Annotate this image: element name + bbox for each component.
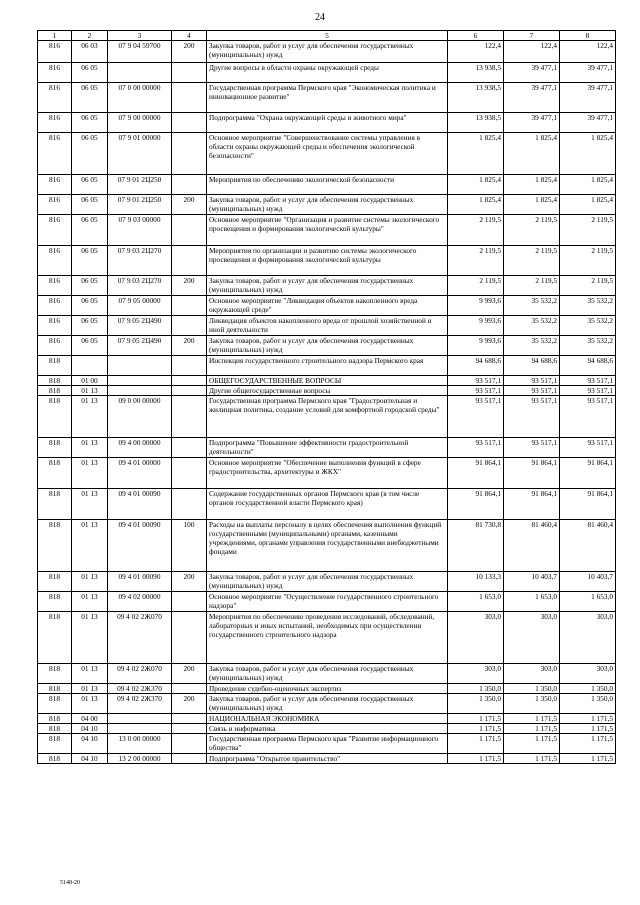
cell-section-code: 01 00 — [72, 376, 108, 386]
cell-admin-code: 816 — [38, 41, 72, 63]
cell-description: Основное мероприятие "Ликвидация объектов накопленного вреда окружающей среде" — [207, 296, 448, 316]
cell-amount-col7: 91 864,1 — [504, 458, 560, 489]
cell-section-code: 01 13 — [72, 396, 108, 438]
table-row — [38, 113, 616, 133]
cell-target-code — [108, 386, 172, 396]
cell-amount-col8: 1 350,0 — [560, 694, 616, 714]
cell-description: ОБЩЕГОСУДАРСТВЕННЫЕ ВОПРОСЫ — [207, 376, 448, 386]
cell-amount-col6: 81 730,8 — [448, 520, 504, 572]
column-header-4: 4 — [172, 31, 207, 41]
cell-amount-col7: 303,0 — [504, 612, 560, 664]
cell-admin-code: 818 — [38, 714, 72, 724]
table-row — [38, 612, 616, 664]
table-row — [38, 458, 616, 489]
cell-admin-code: 818 — [38, 356, 72, 376]
cell-section-code: 06 05 — [72, 215, 108, 246]
cell-description: Другие вопросы в области охраны окружающей среды — [207, 63, 448, 83]
cell-description: Государственная программа Пермского края "Развитие информационного общества" — [207, 734, 448, 754]
cell-description: Содержание государственных органов Пермского края (в том числе органов государственной власти Пермского края) — [207, 489, 448, 520]
cell-expense-type: 200 — [172, 195, 207, 215]
cell-admin-code: 816 — [38, 63, 72, 83]
cell-amount-col7: 35 532,2 — [504, 316, 560, 336]
table-row — [38, 63, 616, 83]
cell-admin-code: 816 — [38, 83, 72, 113]
cell-amount-col7: 122,4 — [504, 41, 560, 63]
cell-amount-col6: 1 171,5 — [448, 724, 504, 734]
cell-target-code: 07 0 00 00000 — [108, 83, 172, 113]
cell-expense-type — [172, 724, 207, 734]
column-header-8: 8 — [560, 31, 616, 41]
cell-expense-type — [172, 612, 207, 664]
cell-amount-col6: 9 993,6 — [448, 316, 504, 336]
cell-amount-col8: 39 477,1 — [560, 63, 616, 83]
cell-amount-col6: 1 825,4 — [448, 175, 504, 195]
cell-expense-type — [172, 316, 207, 336]
cell-target-code: 07 9 03 2Ц270 — [108, 246, 172, 276]
cell-section-code: 06 05 — [72, 63, 108, 83]
cell-amount-col6: 1 350,0 — [448, 684, 504, 694]
cell-section-code: 06 05 — [72, 175, 108, 195]
cell-amount-col6: 1 350,0 — [448, 694, 504, 714]
table-row — [38, 276, 616, 296]
cell-description: Закупка товаров, работ и услуг для обеспечения государственных (муниципальных) нужд — [207, 664, 448, 684]
cell-amount-col7: 93 517,1 — [504, 396, 560, 438]
cell-expense-type — [172, 63, 207, 83]
cell-section-code: 04 10 — [72, 754, 108, 764]
cell-amount-col6: 303,0 — [448, 612, 504, 664]
table-row — [38, 336, 616, 356]
cell-section-code: 06 05 — [72, 195, 108, 215]
cell-amount-col8: 39 477,1 — [560, 113, 616, 133]
table-row — [38, 386, 616, 396]
table-row — [38, 83, 616, 113]
cell-amount-col6: 93 517,1 — [448, 396, 504, 438]
cell-amount-col7: 1 171,5 — [504, 714, 560, 724]
cell-description: Основное мероприятие "Обеспечение выполнения функций в сфере градостроительства, архитектуры и ЖКХ" — [207, 458, 448, 489]
cell-target-code: 07 9 04 59700 — [108, 41, 172, 63]
cell-section-code: 04 00 — [72, 714, 108, 724]
table-row — [38, 714, 616, 724]
table-body — [38, 41, 616, 764]
table-row — [38, 438, 616, 458]
table-row — [38, 664, 616, 684]
cell-target-code: 09 4 01 00090 — [108, 520, 172, 572]
cell-amount-col7: 2 119,5 — [504, 215, 560, 246]
cell-amount-col8: 1 171,5 — [560, 754, 616, 764]
cell-amount-col8: 81 460,4 — [560, 520, 616, 572]
cell-target-code — [108, 356, 172, 376]
cell-section-code: 01 13 — [72, 458, 108, 489]
cell-target-code — [108, 714, 172, 724]
cell-expense-type: 200 — [172, 41, 207, 63]
cell-target-code: 07 9 00 00000 — [108, 113, 172, 133]
cell-expense-type — [172, 356, 207, 376]
cell-expense-type — [172, 438, 207, 458]
cell-description: Основное мероприятие "Организация и развитие системы экологического просвещения и формирования экологической культуры" — [207, 215, 448, 246]
cell-section-code: 06 03 — [72, 41, 108, 63]
cell-target-code: 09 4 01 00090 — [108, 489, 172, 520]
cell-target-code: 09 4 02 2Ж070 — [108, 612, 172, 664]
cell-admin-code: 816 — [38, 195, 72, 215]
cell-target-code: 07 9 01 2Ц250 — [108, 195, 172, 215]
cell-description: Закупка товаров, работ и услуг для обеспечения государственных (муниципальных) нужд — [207, 336, 448, 356]
cell-admin-code: 818 — [38, 396, 72, 438]
cell-admin-code: 818 — [38, 520, 72, 572]
cell-expense-type — [172, 296, 207, 316]
cell-amount-col7: 93 517,1 — [504, 386, 560, 396]
cell-expense-type — [172, 246, 207, 276]
cell-admin-code: 816 — [38, 113, 72, 133]
cell-amount-col7: 1 653,0 — [504, 592, 560, 612]
column-header-5: 5 — [207, 31, 448, 41]
cell-description: Закупка товаров, работ и услуг для обеспечения государственных (муниципальных) нужд — [207, 572, 448, 592]
cell-description: Закупка товаров, работ и услуг для обеспечения государственных (муниципальных) нужд — [207, 276, 448, 296]
cell-target-code: 07 9 01 00000 — [108, 133, 172, 175]
cell-section-code: 01 13 — [72, 520, 108, 572]
cell-target-code: 13 0 00 00000 — [108, 734, 172, 754]
cell-section-code: 06 05 — [72, 133, 108, 175]
cell-amount-col6: 10 133,3 — [448, 572, 504, 592]
cell-amount-col8: 39 477,1 — [560, 83, 616, 113]
cell-amount-col7: 1 825,4 — [504, 133, 560, 175]
table-row — [38, 195, 616, 215]
table-row — [38, 684, 616, 694]
cell-expense-type — [172, 113, 207, 133]
cell-amount-col8: 10 403,7 — [560, 572, 616, 592]
cell-section-code: 06 05 — [72, 316, 108, 336]
cell-admin-code: 818 — [38, 458, 72, 489]
cell-description: Подпрограмма "Повышение эффективности градостроительной деятельности" — [207, 438, 448, 458]
cell-amount-col6: 1 171,5 — [448, 714, 504, 724]
cell-amount-col7: 10 403,7 — [504, 572, 560, 592]
cell-description: Инспекция государственного строительного надзора Пермского края — [207, 356, 448, 376]
cell-description: Другие общегосударственные вопросы — [207, 386, 448, 396]
cell-amount-col8: 1 171,5 — [560, 734, 616, 754]
cell-admin-code: 818 — [38, 734, 72, 754]
cell-admin-code: 818 — [38, 572, 72, 592]
cell-amount-col8: 1 171,5 — [560, 724, 616, 734]
cell-amount-col8: 93 517,1 — [560, 386, 616, 396]
table-row — [38, 520, 616, 572]
cell-section-code: 01 13 — [72, 386, 108, 396]
cell-amount-col6: 93 517,1 — [448, 376, 504, 386]
table-row — [38, 734, 616, 754]
cell-admin-code: 816 — [38, 316, 72, 336]
cell-expense-type: 200 — [172, 336, 207, 356]
cell-amount-col7: 93 517,1 — [504, 438, 560, 458]
cell-amount-col7: 94 688,6 — [504, 356, 560, 376]
cell-amount-col8: 2 119,5 — [560, 276, 616, 296]
cell-target-code: 07 9 03 2Ц270 — [108, 276, 172, 296]
cell-amount-col6: 1 825,4 — [448, 133, 504, 175]
cell-description: Мероприятия по организации и развитию системы экологического просвещения и формирования экологической культуры — [207, 246, 448, 276]
cell-amount-col7: 1 350,0 — [504, 684, 560, 694]
table-row — [38, 724, 616, 734]
column-header-1: 1 — [38, 31, 72, 41]
cell-section-code: 01 13 — [72, 684, 108, 694]
cell-amount-col7: 303,0 — [504, 664, 560, 684]
cell-section-code — [72, 356, 108, 376]
cell-amount-col8: 93 517,1 — [560, 438, 616, 458]
cell-section-code: 01 13 — [72, 592, 108, 612]
cell-amount-col6: 2 119,5 — [448, 215, 504, 246]
cell-amount-col8: 94 688,6 — [560, 356, 616, 376]
cell-admin-code: 816 — [38, 215, 72, 246]
cell-section-code: 06 05 — [72, 246, 108, 276]
cell-admin-code: 818 — [38, 694, 72, 714]
cell-admin-code: 818 — [38, 489, 72, 520]
cell-expense-type — [172, 754, 207, 764]
cell-description: Связь и информатика — [207, 724, 448, 734]
cell-expense-type — [172, 376, 207, 386]
cell-description: Подпрограмма "Охрана окружающей среды и животного мира" — [207, 113, 448, 133]
cell-amount-col8: 1 825,4 — [560, 195, 616, 215]
cell-description: Государственная программа Пермского края "Экономическая политика и инновационное развитие" — [207, 83, 448, 113]
cell-amount-col6: 94 688,6 — [448, 356, 504, 376]
cell-section-code: 06 05 — [72, 83, 108, 113]
cell-admin-code: 816 — [38, 276, 72, 296]
cell-amount-col8: 91 864,1 — [560, 458, 616, 489]
cell-amount-col7: 1 825,4 — [504, 175, 560, 195]
cell-expense-type — [172, 458, 207, 489]
cell-amount-col8: 35 532,2 — [560, 296, 616, 316]
footer-code: 5148-20 — [60, 880, 80, 886]
cell-expense-type — [172, 714, 207, 724]
cell-amount-col7: 1 171,5 — [504, 754, 560, 764]
cell-amount-col7: 81 460,4 — [504, 520, 560, 572]
cell-expense-type — [172, 592, 207, 612]
cell-target-code: 07 9 05 00000 — [108, 296, 172, 316]
cell-expense-type: 100 — [172, 520, 207, 572]
cell-target-code: 07 9 01 2Ц250 — [108, 175, 172, 195]
cell-description: Закупка товаров, работ и услуг для обеспечения государственных (муниципальных) нужд — [207, 694, 448, 714]
cell-section-code: 06 05 — [72, 276, 108, 296]
table-row — [38, 572, 616, 592]
cell-amount-col8: 1 350,0 — [560, 684, 616, 694]
cell-target-code: 09 4 01 00000 — [108, 458, 172, 489]
cell-description: Мероприятия по обеспечению экологической безопасности — [207, 175, 448, 195]
cell-amount-col6: 1 171,5 — [448, 754, 504, 764]
cell-expense-type — [172, 83, 207, 113]
cell-expense-type — [172, 684, 207, 694]
cell-amount-col7: 39 477,1 — [504, 113, 560, 133]
cell-section-code: 01 13 — [72, 438, 108, 458]
cell-description: Подпрограмма "Открытое правительство" — [207, 754, 448, 764]
cell-amount-col8: 303,0 — [560, 664, 616, 684]
cell-section-code: 06 05 — [72, 296, 108, 316]
cell-amount-col7: 35 532,2 — [504, 336, 560, 356]
cell-admin-code: 818 — [38, 376, 72, 386]
cell-description: НАЦИОНАЛЬНАЯ ЭКОНОМИКА — [207, 714, 448, 724]
cell-expense-type: 200 — [172, 694, 207, 714]
budget-table — [37, 30, 616, 764]
cell-target-code: 09 4 02 00000 — [108, 592, 172, 612]
cell-expense-type — [172, 215, 207, 246]
cell-amount-col6: 93 517,1 — [448, 386, 504, 396]
table-row — [38, 175, 616, 195]
cell-expense-type: 200 — [172, 664, 207, 684]
column-header-2: 2 — [72, 31, 108, 41]
table-row — [38, 215, 616, 246]
cell-target-code: 09 4 01 00090 — [108, 572, 172, 592]
cell-amount-col6: 13 938,5 — [448, 113, 504, 133]
column-header-6: 6 — [448, 31, 504, 41]
table-row — [38, 41, 616, 63]
cell-amount-col8: 2 119,5 — [560, 246, 616, 276]
cell-amount-col6: 1 653,0 — [448, 592, 504, 612]
cell-description: Ликвидация объектов накопленного вреда от прошлой хозяйственной и иной деятельности — [207, 316, 448, 336]
cell-admin-code: 818 — [38, 754, 72, 764]
cell-admin-code: 816 — [38, 296, 72, 316]
cell-amount-col8: 1 171,5 — [560, 714, 616, 724]
cell-expense-type: 200 — [172, 276, 207, 296]
table-row — [38, 754, 616, 764]
cell-expense-type — [172, 734, 207, 754]
cell-amount-col8: 122,4 — [560, 41, 616, 63]
cell-target-code: 07 9 05 2Ц490 — [108, 316, 172, 336]
cell-admin-code: 816 — [38, 246, 72, 276]
cell-amount-col6: 2 119,5 — [448, 246, 504, 276]
cell-section-code: 01 13 — [72, 664, 108, 684]
cell-target-code — [108, 63, 172, 83]
cell-admin-code: 816 — [38, 175, 72, 195]
cell-amount-col7: 1 171,5 — [504, 724, 560, 734]
cell-target-code: 13 2 00 00000 — [108, 754, 172, 764]
cell-amount-col7: 93 517,1 — [504, 376, 560, 386]
cell-amount-col7: 91 864,1 — [504, 489, 560, 520]
cell-section-code: 06 05 — [72, 336, 108, 356]
cell-admin-code: 816 — [38, 336, 72, 356]
cell-target-code: 07 9 05 2Ц490 — [108, 336, 172, 356]
cell-amount-col6: 303,0 — [448, 664, 504, 684]
cell-amount-col8: 2 119,5 — [560, 215, 616, 246]
cell-amount-col6: 9 993,6 — [448, 296, 504, 316]
cell-amount-col7: 1 171,5 — [504, 734, 560, 754]
cell-amount-col6: 93 517,1 — [448, 438, 504, 458]
table-row — [38, 246, 616, 276]
cell-expense-type — [172, 133, 207, 175]
cell-amount-col8: 93 517,1 — [560, 396, 616, 438]
cell-section-code: 01 13 — [72, 489, 108, 520]
cell-admin-code: 818 — [38, 438, 72, 458]
cell-expense-type — [172, 396, 207, 438]
column-header-3: 3 — [108, 31, 172, 41]
cell-admin-code: 818 — [38, 664, 72, 684]
cell-amount-col7: 1 350,0 — [504, 694, 560, 714]
cell-target-code — [108, 724, 172, 734]
cell-section-code: 01 13 — [72, 572, 108, 592]
cell-amount-col8: 91 864,1 — [560, 489, 616, 520]
column-header-7: 7 — [504, 31, 560, 41]
cell-description: Закупка товаров, работ и услуг для обеспечения государственных (муниципальных) нужд — [207, 195, 448, 215]
cell-amount-col6: 13 938,5 — [448, 83, 504, 113]
table-row — [38, 133, 616, 175]
table-row — [38, 489, 616, 520]
cell-description: Основное мероприятие "Осуществление государственного строительного надзора" — [207, 592, 448, 612]
cell-admin-code: 818 — [38, 612, 72, 664]
cell-amount-col7: 2 119,5 — [504, 276, 560, 296]
cell-amount-col6: 1 171,5 — [448, 734, 504, 754]
cell-description: Проведение судебно-оценочных экспертиз — [207, 684, 448, 694]
cell-admin-code: 818 — [38, 592, 72, 612]
cell-amount-col7: 39 477,1 — [504, 63, 560, 83]
table-row — [38, 396, 616, 438]
cell-amount-col6: 91 864,1 — [448, 458, 504, 489]
cell-amount-col6: 2 119,5 — [448, 276, 504, 296]
cell-amount-col8: 35 532,2 — [560, 316, 616, 336]
cell-amount-col6: 91 864,1 — [448, 489, 504, 520]
cell-target-code: 07 9 03 00000 — [108, 215, 172, 246]
cell-target-code: 09 0 00 00000 — [108, 396, 172, 438]
cell-description: Мероприятия по обеспечению проведения исследований, обследований, лабораторных и иных испытаний, необходимых при осуществлении государственного строительного надзора — [207, 612, 448, 664]
cell-amount-col6: 9 993,6 — [448, 336, 504, 356]
cell-admin-code: 818 — [38, 386, 72, 396]
cell-target-code: 09 4 02 2Ж370 — [108, 684, 172, 694]
cell-admin-code: 816 — [38, 133, 72, 175]
cell-description: Основное мероприятие "Совершенствование системы управления в области охраны окружающей среды и обеспечения экологической безопасности" — [207, 133, 448, 175]
cell-section-code: 01 13 — [72, 694, 108, 714]
cell-amount-col7: 35 532,2 — [504, 296, 560, 316]
cell-amount-col8: 303,0 — [560, 612, 616, 664]
cell-amount-col8: 1 825,4 — [560, 133, 616, 175]
cell-admin-code: 818 — [38, 684, 72, 694]
cell-section-code: 04 10 — [72, 724, 108, 734]
cell-amount-col6: 13 938,5 — [448, 63, 504, 83]
cell-description: Закупка товаров, работ и услуг для обеспечения государственных (муниципальных) нужд — [207, 41, 448, 63]
cell-expense-type — [172, 175, 207, 195]
cell-target-code: 09 4 02 2Ж070 — [108, 664, 172, 684]
column-number-header — [38, 31, 616, 41]
table-row — [38, 592, 616, 612]
cell-amount-col8: 1 825,4 — [560, 175, 616, 195]
cell-amount-col6: 122,4 — [448, 41, 504, 63]
table-row — [38, 376, 616, 386]
cell-amount-col8: 1 653,0 — [560, 592, 616, 612]
cell-description: Расходы на выплаты персоналу в целях обеспечения выполнения функций государственными (муниципальными) органами, казенными учреждениями, органами управления государственными внебюджетными фондами — [207, 520, 448, 572]
cell-description: Государственная программа Пермского края "Градостроительная и жилищная политика, создание условий для комфортной городской среды" — [207, 396, 448, 438]
cell-section-code: 06 05 — [72, 113, 108, 133]
table-row — [38, 316, 616, 336]
cell-expense-type — [172, 386, 207, 396]
cell-amount-col7: 2 119,5 — [504, 246, 560, 276]
cell-amount-col8: 35 532,2 — [560, 336, 616, 356]
cell-section-code: 04 10 — [72, 734, 108, 754]
table-row — [38, 694, 616, 714]
cell-section-code: 01 13 — [72, 612, 108, 664]
cell-amount-col7: 39 477,1 — [504, 83, 560, 113]
cell-admin-code: 818 — [38, 724, 72, 734]
table-row — [38, 356, 616, 376]
cell-expense-type — [172, 489, 207, 520]
cell-target-code: 09 4 02 2Ж370 — [108, 694, 172, 714]
cell-amount-col8: 93 517,1 — [560, 376, 616, 386]
page-number: 24 — [315, 12, 325, 23]
cell-amount-col7: 1 825,4 — [504, 195, 560, 215]
cell-amount-col6: 1 825,4 — [448, 195, 504, 215]
table-row — [38, 296, 616, 316]
cell-target-code — [108, 376, 172, 386]
cell-expense-type: 200 — [172, 572, 207, 592]
cell-target-code: 09 4 00 00000 — [108, 438, 172, 458]
